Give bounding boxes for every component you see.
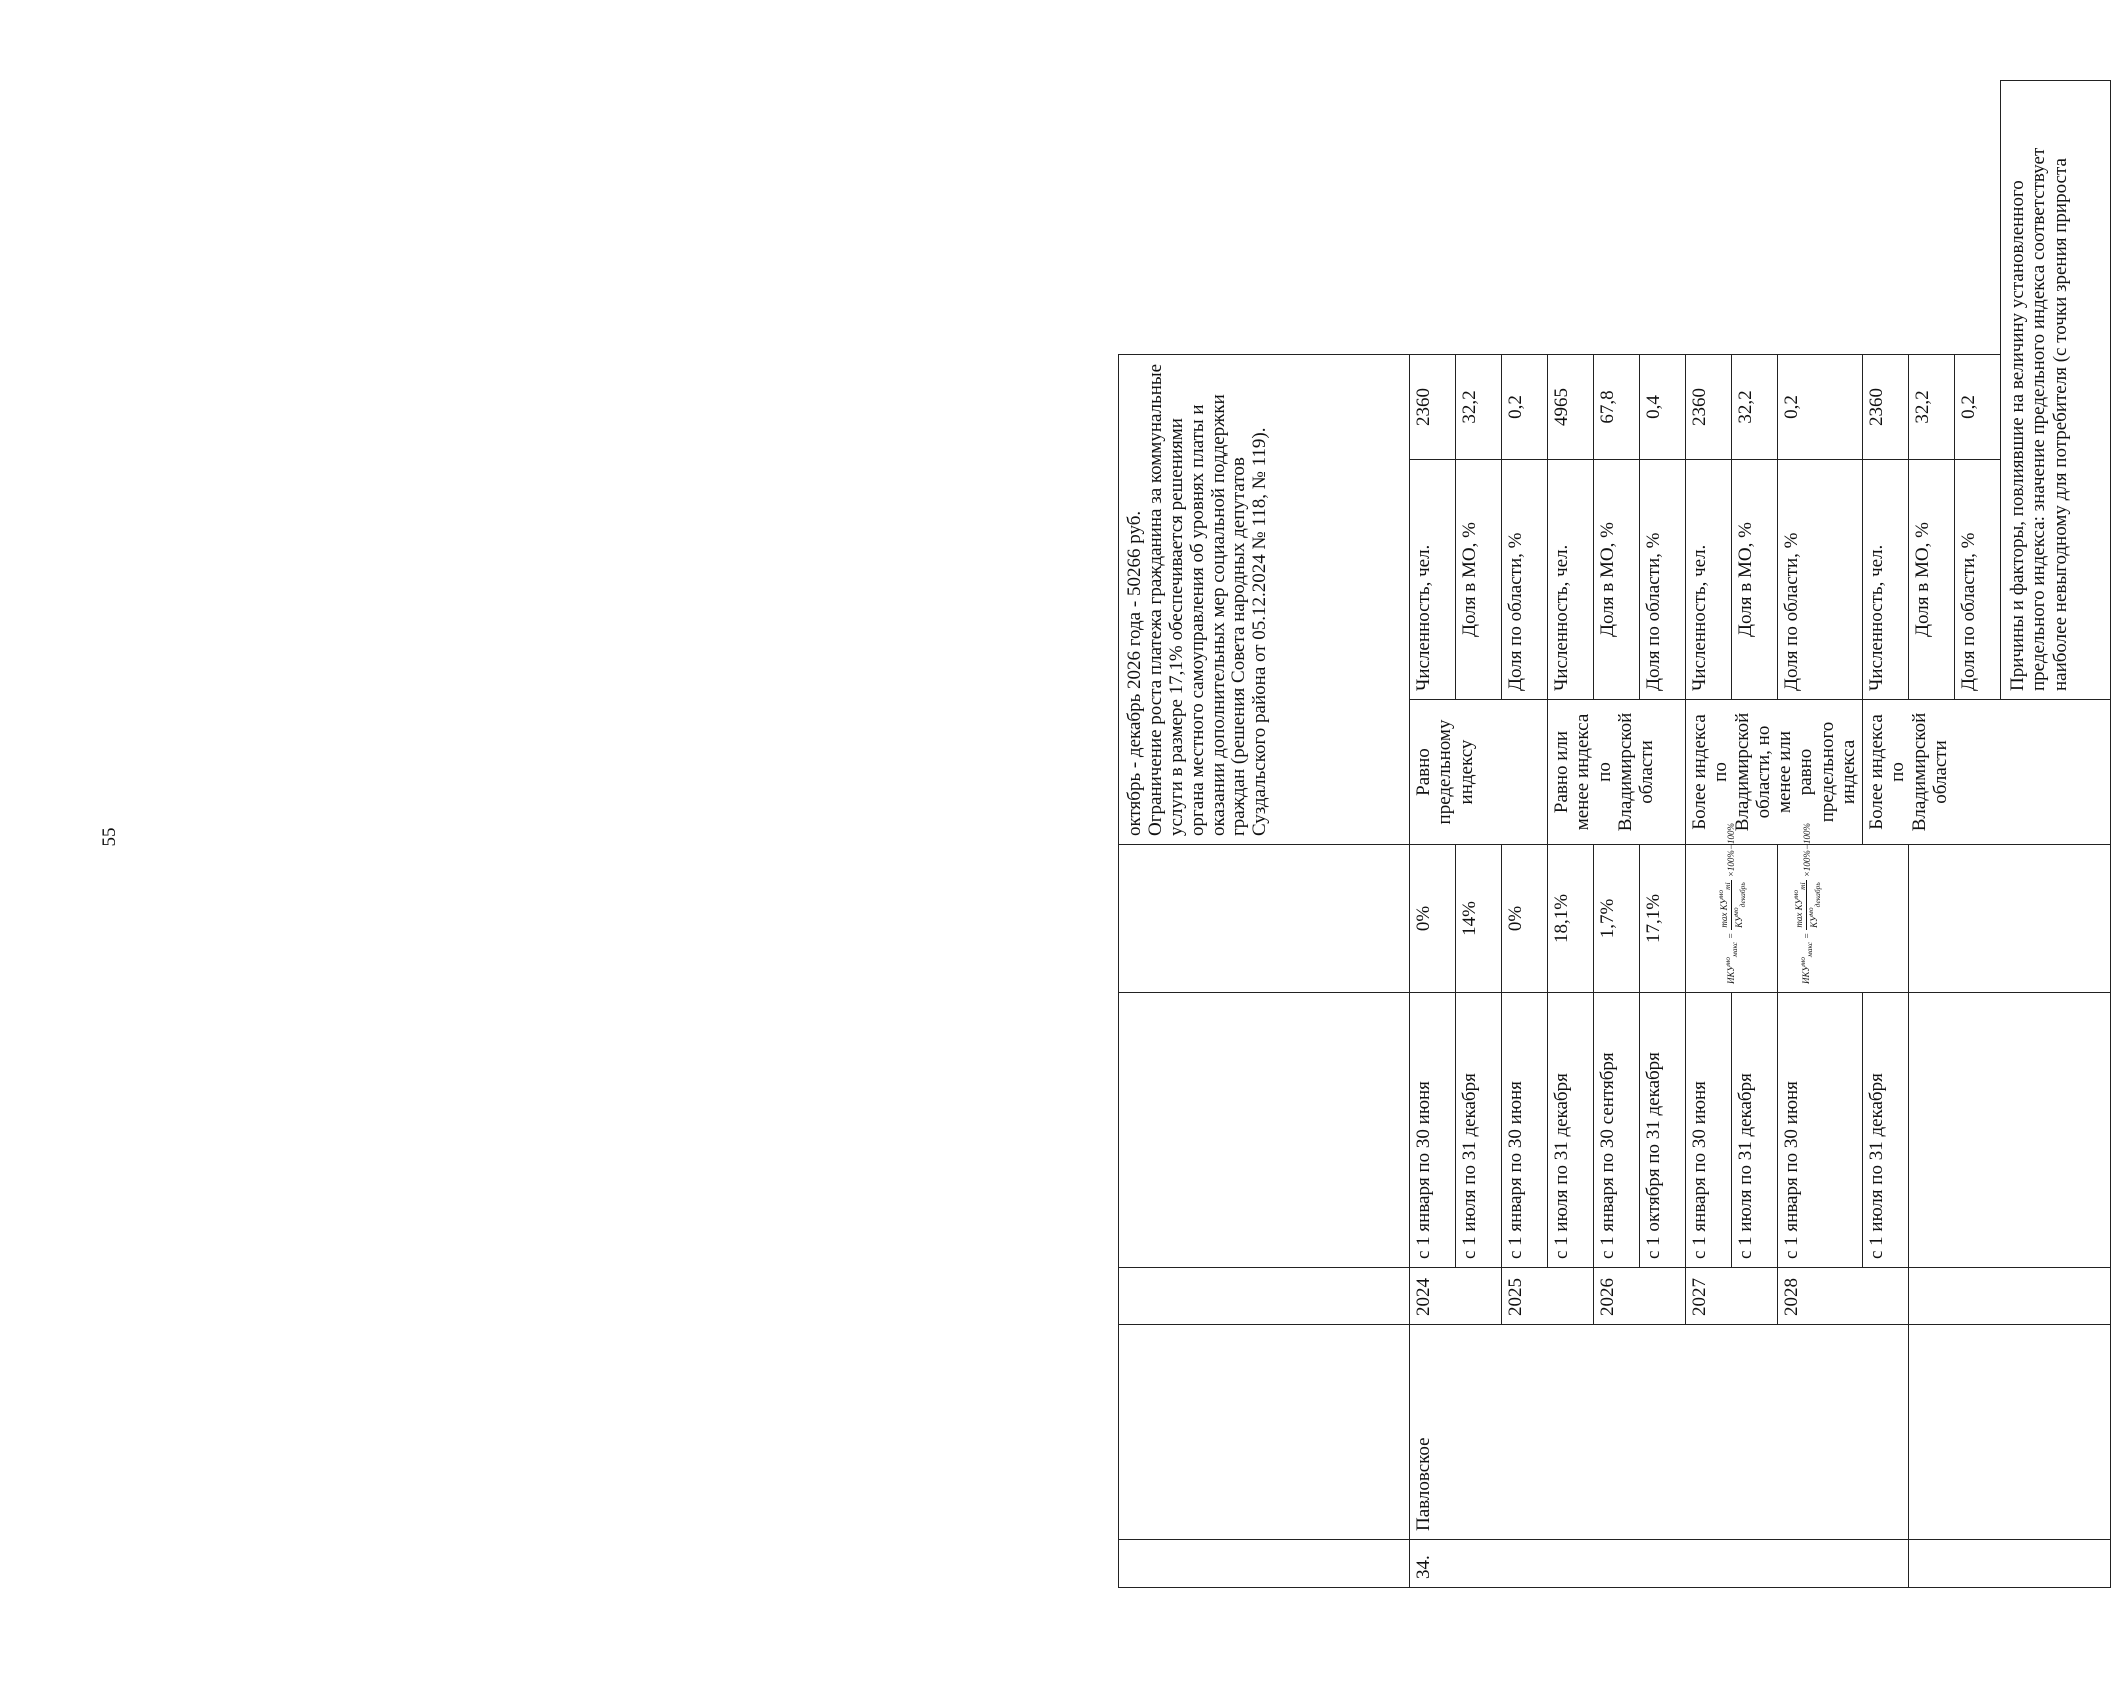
value-cell: 32,2 bbox=[1732, 355, 1778, 460]
empty-cell bbox=[1909, 993, 2111, 1268]
empty-cell bbox=[1119, 1325, 1410, 1540]
value-cell: 32,2 bbox=[1909, 355, 1955, 460]
value-cell: 0,2 bbox=[1955, 355, 2001, 460]
period-cell: с 1 июля по 31 декабря bbox=[1863, 993, 1909, 1268]
data-table bbox=[1118, 80, 2111, 1588]
category-cell: Равно предельному индексу bbox=[1410, 700, 1548, 845]
label-count: Численность, чел. bbox=[1548, 460, 1594, 700]
label-count: Численность, чел. bbox=[1410, 460, 1456, 700]
empty-cell bbox=[1909, 1268, 2111, 1325]
formula-2027: $ИКУ^{мо}_{макс}$ = $\max КУ^{мо}_{mi}$ $КУ^{мо}_{декабрь}$ ×100%−100% bbox=[1715, 823, 1747, 984]
period-cell: с 1 января по 30 июня bbox=[1502, 993, 1548, 1268]
year-cell: 2026 bbox=[1594, 1268, 1686, 1325]
label-share-region: Доля по области, % bbox=[1640, 460, 1686, 700]
formula-2028: $ИКУ^{мо}_{макс}$ = $\max КУ^{мо}_{mi}$ $КУ^{мо}_{декабрь}$ ×100%−100% bbox=[1791, 823, 1823, 984]
value-cell: 0,4 bbox=[1640, 355, 1686, 460]
period-cell: с 1 января по 30 июня bbox=[1778, 993, 1863, 1268]
period-cell: с 1 июля по 31 декабря bbox=[1456, 993, 1502, 1268]
value-cell: 32,2 bbox=[1456, 355, 1502, 460]
rate-cell: 18,1% bbox=[1548, 845, 1594, 993]
empty-cell bbox=[1909, 845, 2111, 993]
value-cell: 2360 bbox=[1410, 355, 1456, 460]
label-share-mo: Доля в МО, % bbox=[1909, 460, 1955, 700]
period-cell: с 1 октября по 31 декабря bbox=[1640, 993, 1686, 1268]
rotated-table-container bbox=[1118, 80, 2071, 1588]
category-cell: Равно или менее индекса по Владимирской области bbox=[1548, 700, 1686, 845]
period-cell: с 1 января по 30 сентября bbox=[1594, 993, 1640, 1268]
continuation-row bbox=[1119, 81, 1410, 1588]
label-share-mo: Доля в МО, % bbox=[1456, 460, 1502, 700]
period-cell: с 1 января по 30 июня bbox=[1410, 993, 1456, 1268]
value-cell: 0,2 bbox=[1502, 355, 1548, 460]
rate-cell: 0% bbox=[1502, 845, 1548, 993]
label-share-region: Доля по области, % bbox=[1955, 460, 2001, 700]
empty-cell bbox=[1119, 1268, 1410, 1325]
label-count: Численность, чел. bbox=[1686, 460, 1732, 700]
empty-cell bbox=[1119, 1540, 1410, 1588]
period-cell: с 1 июля по 31 декабря bbox=[1548, 993, 1594, 1268]
empty-cell bbox=[1119, 993, 1410, 1268]
rate-cell: 17,1% bbox=[1640, 845, 1686, 993]
value-cell: 67,8 bbox=[1594, 355, 1640, 460]
municipality-name: Павловское bbox=[1410, 1325, 1909, 1540]
period-cell: с 1 июля по 31 декабря bbox=[1732, 993, 1778, 1268]
label-share-region: Доля по области, % bbox=[1502, 460, 1548, 700]
formula-cell bbox=[1778, 823, 1909, 993]
label-share-region: Доля по области, % bbox=[1778, 460, 1863, 700]
rate-cell: 14% bbox=[1456, 845, 1502, 993]
rate-cell: 1,7% bbox=[1594, 845, 1640, 993]
value-cell: 0,2 bbox=[1778, 355, 1863, 460]
empty-cell bbox=[1119, 845, 1410, 993]
label-share-mo: Доля в МО, % bbox=[1594, 460, 1640, 700]
page-number: 55 bbox=[99, 827, 120, 847]
year-cell: 2028 bbox=[1778, 1268, 1909, 1325]
category-cell: Более индекса по Владимирской области, но менее или равно предельного индекса bbox=[1686, 700, 1863, 845]
row-number: 34. bbox=[1410, 1540, 1909, 1588]
formula-cell bbox=[1686, 823, 1778, 993]
empty-cell bbox=[1909, 1325, 2111, 1540]
continuation-text: октябрь - декабрь 2026 года - 50266 руб. Ограничение роста платежа гражданина за коммунальные услуги в размере 17,1% обеспечивается решениями органа местного самоуправления об уровнях платы и оказании дополнительных мер социальной поддержки граждан (решения Совета народных депутатов Суздальского района от 05.12.2024 № 118, № 119). bbox=[1119, 355, 1410, 845]
category-cell: Более индекса по Владимирской области bbox=[1863, 700, 2111, 845]
year-cell: 2024 bbox=[1410, 1268, 1502, 1325]
label-count: Численность, чел. bbox=[1863, 460, 1909, 700]
period-cell: с 1 января по 30 июня bbox=[1686, 993, 1732, 1268]
table-row bbox=[1410, 81, 1456, 1588]
value-cell: 2360 bbox=[1686, 355, 1732, 460]
reasons-text: Причины и факторы, повлиявшие на величину установленного предельного индекса: значение предельного индекса соответствует наиболее невыгодному для потребителя (с точки зрения прироста bbox=[2001, 81, 2111, 700]
empty-cell bbox=[1909, 1540, 2111, 1588]
year-cell: 2027 bbox=[1686, 1268, 1778, 1325]
value-cell: 2360 bbox=[1863, 355, 1909, 460]
value-cell: 4965 bbox=[1548, 355, 1594, 460]
rate-cell: 0% bbox=[1410, 845, 1456, 993]
label-share-mo: Доля в МО, % bbox=[1732, 460, 1778, 700]
year-cell: 2025 bbox=[1502, 1268, 1594, 1325]
